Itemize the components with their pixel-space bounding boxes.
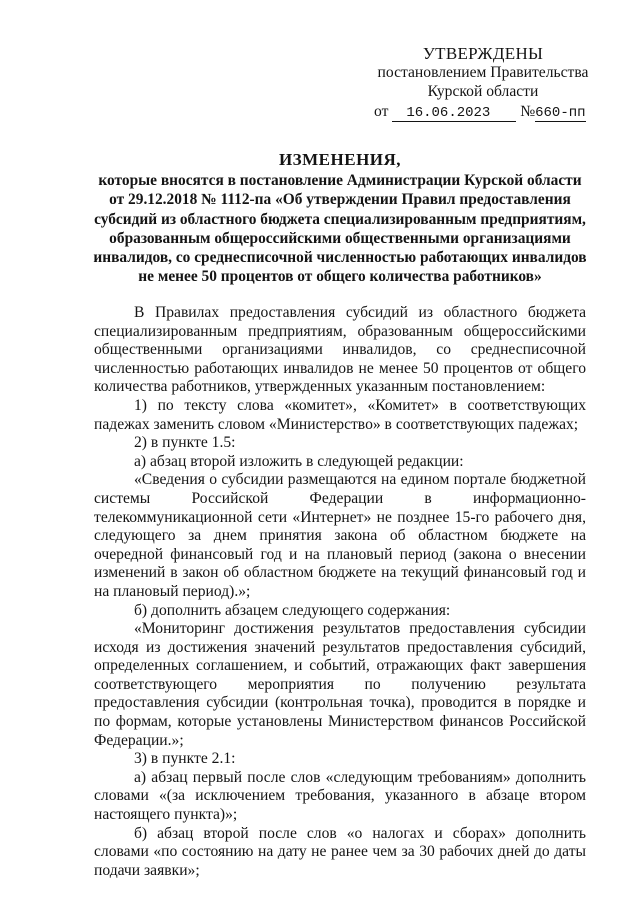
approval-stamp	[368, 44, 598, 122]
paragraph: «Мониторинг достижения результатов предоставления субсидии исходя из достижения значений результатов предоставления субсидий, определенных соглашением, и событий, отражающих факт завершения соответствующего мероприятия по получению результата предоставления субсидии (контрольная точка), проводится в порядке и по формам, которые установлены Министерством финансов Российской Федерации.»;	[94, 620, 586, 749]
paragraph: а) абзац второй изложить в следующей редакции:	[134, 452, 464, 470]
document-body	[94, 304, 586, 880]
approval-title: УТВЕРЖДЕНЫ	[422, 44, 544, 63]
date-value: 16.06.2023	[392, 105, 516, 122]
approval-line-1: постановлением Правительства	[377, 64, 589, 81]
paragraph: 1) по тексту слова «комитет», «Комитет» в соответствующих падежах заменить словом «Министерство» в соответствующих падежах;	[94, 396, 586, 433]
heading-line: от 29.12.2018 № 1112-па «Об утверждении Правил предоставления	[109, 191, 571, 209]
heading-line: образованным общероссийскими общественными организациями	[109, 229, 571, 247]
heading-line: субсидий из областного бюджета специализированным предприятиям,	[94, 210, 586, 228]
heading-line: не менее 50 процентов от общего количества работников»	[138, 268, 542, 286]
number-prefix: №	[520, 103, 536, 120]
document-heading	[90, 150, 590, 286]
heading-line: которые вносятся в постановление Администрации Курской области	[98, 172, 582, 190]
paragraph: 3) в пункте 2.1:	[134, 750, 236, 768]
paragraph: б) дополнить абзацем следующего содержания:	[134, 601, 451, 619]
approval-line-2: Курской области	[427, 83, 539, 100]
heading-line: инвалидов, со среднесписочной численностью работающих инвалидов	[93, 249, 587, 267]
approval-date-row	[368, 102, 598, 122]
heading-title: ИЗМЕНЕНИЯ,	[278, 150, 402, 169]
paragraph: «Сведения о субсидии размещаются на едином портале бюджетной системы Российской Федерации в информационно-телекоммуникационной сети «Интернет» не позднее 15-го рабочего дня, следующего за днем принятия закона об областном бюджете на очередной финансовый год и на плановый период (закона о внесении изменений в закон об областном бюджете на текущий финансовый год и на плановый период).»;	[94, 471, 586, 600]
paragraph: б) абзац второй после слов «о налогах и сборах» дополнить словами «по состоянию на дату не ранее чем за 30 рабочих дней до даты подачи заявки»;	[94, 824, 586, 879]
paragraph: а) абзац первый после слов «следующим требованиям» дополнить словами «(за исключением требования, указанного в абзаце втором настоящего пункта)»;	[94, 768, 586, 824]
number-value: 660-пп	[535, 105, 586, 121]
date-prefix: от	[374, 103, 389, 120]
paragraph: 2) в пункте 1.5:	[134, 434, 236, 452]
paragraph: В Правилах предоставления субсидий из областного бюджета специализированным предприятиям, образованным общероссийскими общественными организациями инвалидов, со среднесписочной численностью работающих инвалидов не менее 50 процентов от общего количества работников, утвержденных указанным постановлением:	[94, 304, 586, 396]
